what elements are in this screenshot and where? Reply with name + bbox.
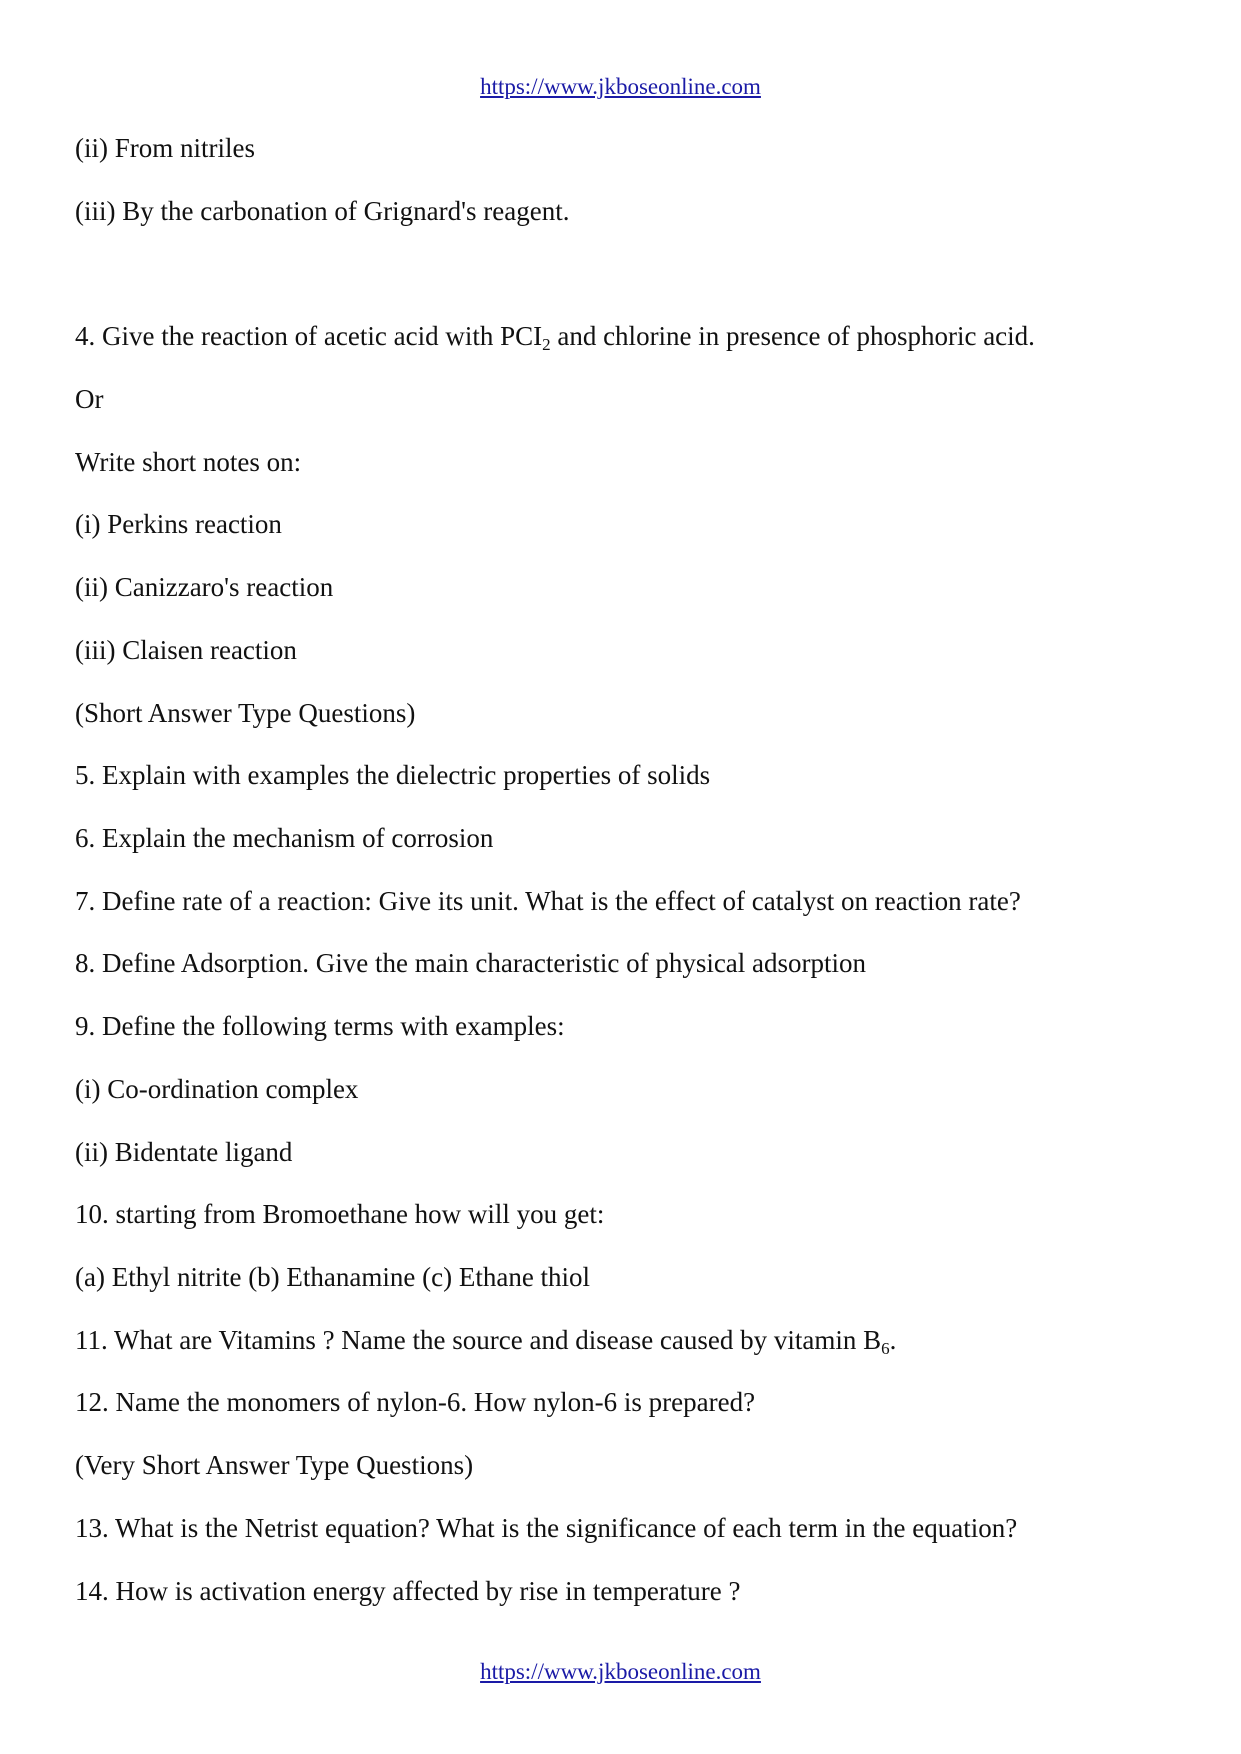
question-11 — [75, 1324, 896, 1356]
text-line: (iii) By the carbonation of Grignard's reagent. — [75, 196, 570, 226]
text-segment: 11. What are Vitamins ? Name the source and disease caused by vitamin B — [75, 1325, 882, 1355]
section-heading: (Very Short Answer Type Questions) — [75, 1450, 474, 1480]
text-line: Or — [75, 384, 104, 414]
text-line: (iii) Claisen reaction — [75, 635, 297, 665]
text-line: (ii) Canizzaro's reaction — [75, 572, 334, 602]
question-7: 7. Define rate of a reaction: Give its unit. What is the effect of catalyst on reaction rate? — [75, 886, 1021, 916]
text-line: (ii) Bidentate ligand — [75, 1137, 293, 1167]
question-14: 14. How is activation energy affected by rise in temperature ? — [75, 1576, 741, 1606]
question-12: 12. Name the monomers of nylon-6. How nylon-6 is prepared? — [75, 1387, 756, 1417]
question-4 — [75, 320, 1035, 352]
header-url-link[interactable]: https://www.jkboseonline.com — [480, 74, 761, 99]
subscript: 6 — [881, 1339, 890, 1358]
question-6: 6. Explain the mechanism of corrosion — [75, 823, 494, 853]
text-segment: and chlorine in presence of phosphoric acid. — [550, 321, 1035, 351]
subscript: 2 — [542, 335, 551, 354]
question-9: 9. Define the following terms with examples: — [75, 1011, 565, 1041]
text-line: (i) Perkins reaction — [75, 509, 282, 539]
section-heading: (Short Answer Type Questions) — [75, 698, 416, 728]
question-13: 13. What is the Netrist equation? What is the significance of each term in the equation? — [75, 1513, 1018, 1543]
text-segment: . — [889, 1325, 897, 1355]
question-10: 10. starting from Bromoethane how will you get: — [75, 1199, 605, 1229]
text-line: Write short notes on: — [75, 447, 302, 477]
footer-url-link[interactable]: https://www.jkboseonline.com — [480, 1659, 761, 1684]
question-5: 5. Explain with examples the dielectric properties of solids — [75, 760, 711, 790]
text-line: (i) Co-ordination complex — [75, 1074, 359, 1104]
text-line: (a) Ethyl nitrite (b) Ethanamine (c) Ethane thiol — [75, 1262, 591, 1292]
question-8: 8. Define Adsorption. Give the main characteristic of physical adsorption — [75, 948, 867, 978]
text-line: (ii) From nitriles — [75, 133, 255, 163]
text-segment: 4. Give the reaction of acetic acid with PCI — [75, 321, 543, 351]
